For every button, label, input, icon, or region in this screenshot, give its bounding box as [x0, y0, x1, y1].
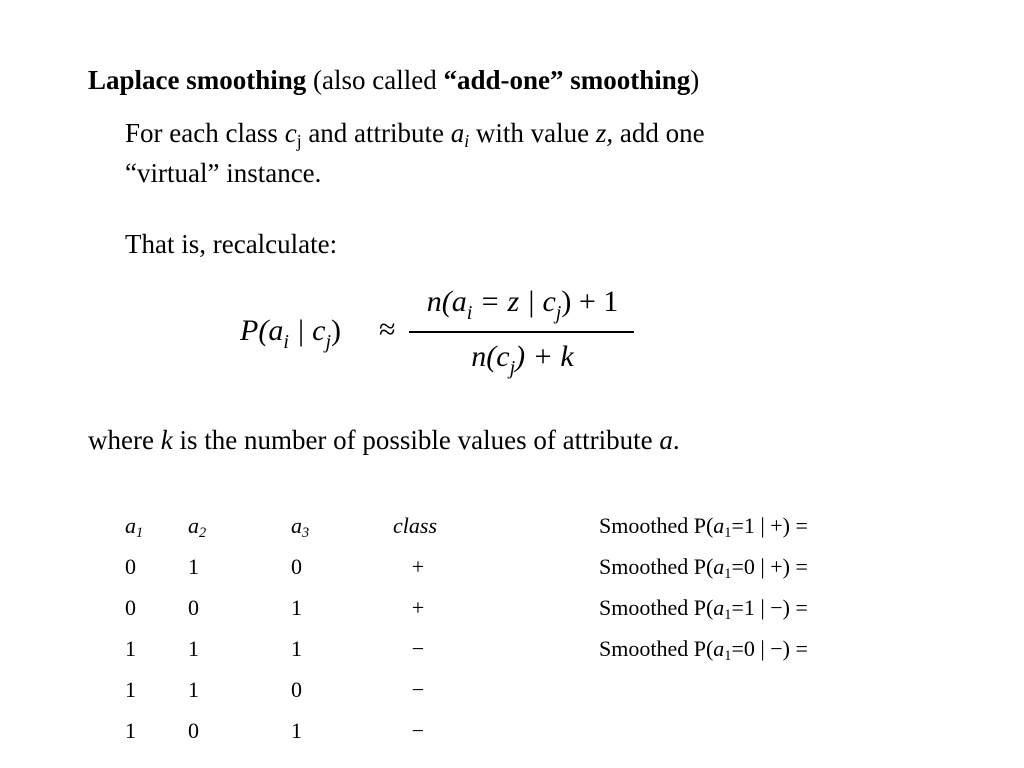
fraction-bar [409, 331, 634, 333]
smoothed-post: =1 | +) = [731, 513, 808, 538]
smoothed-var: a [713, 595, 725, 620]
table-header-a2 [188, 513, 206, 539]
formula-denominator [410, 340, 635, 379]
formula-numerator [410, 285, 635, 324]
heading-end: ) [690, 65, 700, 95]
para1-text-2: and attribute [301, 118, 451, 148]
para1-text-1: For each class [125, 118, 285, 148]
para1-sub-i: i [464, 130, 470, 151]
formula-lhs-end: ) [331, 314, 342, 347]
formula-lhs-part: P(a [240, 314, 284, 347]
smoothed-post: =0 | −) = [731, 636, 808, 661]
para1-text-4: add one [613, 118, 705, 148]
table-header-class: class [393, 513, 437, 538]
num-part-3: ) + 1 [561, 285, 619, 318]
smoothed-pre: Smoothed P( [599, 636, 714, 661]
smoothed-pre: Smoothed P( [599, 595, 714, 620]
heading-term: Laplace smoothing [88, 65, 307, 95]
smoothed-sub: 1 [724, 566, 732, 582]
num-part-1: n(a [426, 285, 467, 318]
table-cell-class: + [411, 554, 425, 579]
smoothed-post: =0 | +) = [731, 554, 808, 579]
paragraph-line-1 [125, 118, 705, 149]
header-sub: 3 [302, 525, 310, 541]
smoothed-post: =1 | −) = [731, 595, 808, 620]
formula-lhs-sub-j: j [325, 331, 332, 353]
table-cell: 1 [125, 718, 136, 743]
formula-lhs-mid: | c [288, 314, 326, 347]
table-header-a1 [125, 513, 143, 539]
smoothed-prob-2 [599, 554, 808, 580]
table-cell-class: − [411, 718, 425, 743]
smoothed-var: a [713, 513, 725, 538]
where-text-2: is the number of possible values of attribute [172, 425, 660, 455]
table-cell: 0 [291, 554, 302, 579]
heading-middle: (also called [306, 65, 444, 95]
para1-text-3: with value [469, 118, 596, 148]
header-var: a [291, 513, 302, 538]
approx-symbol: ≈ [379, 313, 396, 346]
where-text-1: where [88, 425, 161, 455]
where-text-3: . [672, 425, 680, 455]
formula [240, 285, 640, 385]
num-sub-i: i [466, 302, 473, 324]
num-sub-j: j [555, 302, 562, 324]
table-cell: 1 [125, 677, 136, 702]
den-sub-j: j [509, 357, 516, 379]
table-cell: 1 [188, 554, 199, 579]
smoothed-prob-1 [599, 513, 808, 539]
table-cell: 0 [125, 554, 136, 579]
table-cell: 1 [125, 636, 136, 661]
num-part-2: = z | c [472, 285, 556, 318]
table-cell: 0 [125, 595, 136, 620]
header-var: a [188, 513, 199, 538]
where-var-k: k [160, 425, 173, 455]
heading [88, 65, 699, 96]
smoothed-sub: 1 [724, 525, 732, 541]
table-cell: 1 [291, 636, 302, 661]
table-cell: 1 [188, 677, 199, 702]
table-cell: 0 [188, 595, 199, 620]
smoothed-prob-4 [599, 636, 808, 662]
formula-lhs [240, 314, 342, 353]
header-sub: 2 [199, 525, 207, 541]
table-cell: 0 [291, 677, 302, 702]
paragraph-recalculate: That is, recalculate: [125, 229, 338, 259]
table-cell: 1 [188, 636, 199, 661]
table-cell-class: − [411, 677, 425, 702]
header-sub: 1 [136, 525, 144, 541]
para1-var-z: z, [595, 118, 614, 148]
table-cell-class: − [411, 636, 425, 661]
smoothed-var: a [713, 554, 725, 579]
para1-sub-j: j [296, 130, 302, 151]
table-cell-class: + [411, 595, 425, 620]
table-cell: 1 [291, 595, 302, 620]
paragraph-line-2: “virtual” instance. [125, 158, 322, 188]
den-part-1: n(c [471, 340, 510, 373]
heading-alt-term: “add-one” smoothing [443, 65, 691, 95]
para1-var-c: c [284, 118, 297, 148]
para1-var-a: a [450, 118, 465, 148]
where-var-a: a [659, 425, 673, 455]
den-part-2: ) + k [515, 340, 574, 373]
smoothed-sub: 1 [724, 607, 732, 623]
smoothed-sub: 1 [724, 648, 732, 664]
table-header-a3 [291, 513, 309, 539]
smoothed-prob-3 [599, 595, 808, 621]
table-cell: 0 [188, 718, 199, 743]
formula-lhs-sub-i: i [283, 331, 289, 353]
table-cell: 1 [291, 718, 302, 743]
smoothed-pre: Smoothed P( [599, 554, 714, 579]
header-var: a [125, 513, 136, 538]
where-sentence [88, 425, 680, 456]
smoothed-var: a [713, 636, 725, 661]
smoothed-pre: Smoothed P( [599, 513, 714, 538]
